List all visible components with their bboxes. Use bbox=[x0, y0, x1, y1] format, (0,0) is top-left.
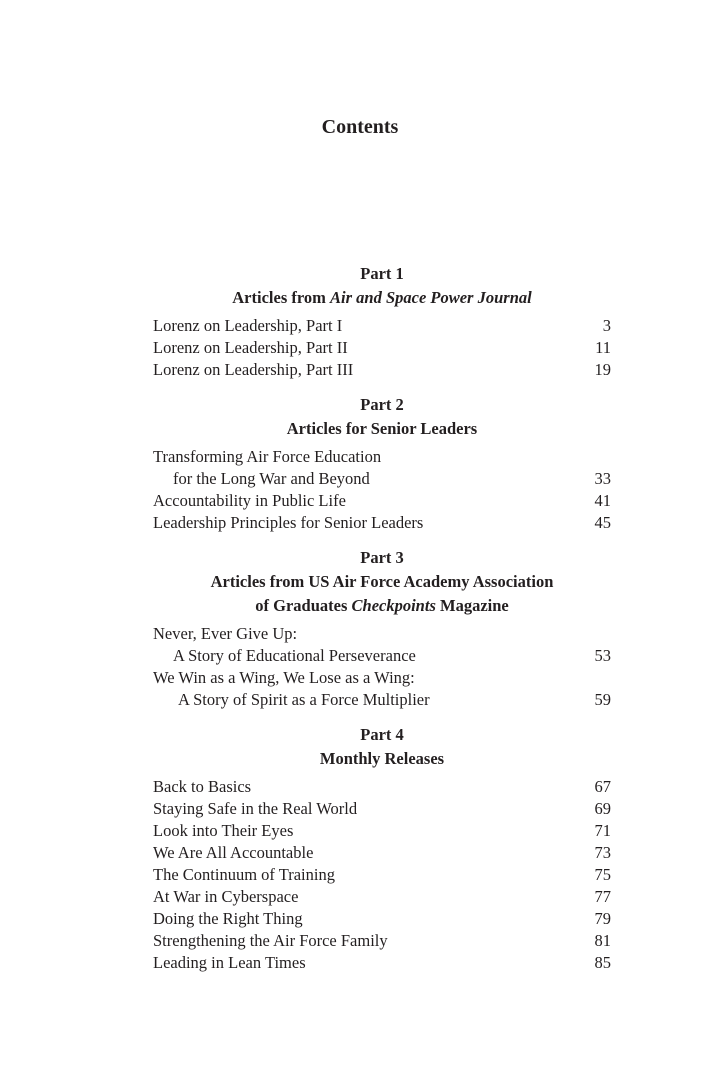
toc-entry[interactable] bbox=[153, 886, 611, 908]
toc-entry[interactable] bbox=[153, 864, 611, 886]
toc-entry[interactable] bbox=[153, 798, 611, 820]
toc-entry[interactable] bbox=[153, 908, 611, 930]
entry-page: 11 bbox=[595, 338, 611, 357]
entry-page: 33 bbox=[594, 469, 611, 488]
toc-entry[interactable] bbox=[153, 315, 611, 337]
entry-page: 45 bbox=[594, 513, 611, 532]
part-heading bbox=[153, 286, 611, 310]
part-1-header bbox=[153, 262, 611, 310]
entry-page: 79 bbox=[594, 909, 611, 928]
part-heading-text: of Graduates bbox=[255, 596, 352, 615]
entry-title: Staying Safe in the Real World bbox=[153, 799, 358, 818]
entry-page: 19 bbox=[594, 360, 611, 379]
part-1 bbox=[153, 262, 611, 381]
entry-title: Strengthening the Air Force Family bbox=[153, 931, 388, 950]
part-heading: Articles for Senior Leaders bbox=[286, 419, 478, 438]
entry-page: 85 bbox=[594, 953, 611, 972]
entry-title-line2: A Story of Spirit as a Force Multiplier bbox=[178, 690, 430, 709]
entry-page: 67 bbox=[594, 777, 611, 796]
entry-title: Doing the Right Thing bbox=[153, 909, 303, 928]
entry-title: Lorenz on Leadership, Part I bbox=[153, 316, 343, 335]
part-3 bbox=[153, 546, 611, 711]
entry-title: Leadership Principles for Senior Leaders bbox=[153, 513, 424, 532]
entry-page: 81 bbox=[594, 931, 611, 950]
part-label: Part 1 bbox=[360, 264, 404, 283]
toc-entry[interactable] bbox=[153, 623, 611, 667]
entry-title-line1: We Win as a Wing, We Lose as a Wing: bbox=[153, 668, 415, 687]
part-heading-text: Magazine bbox=[435, 596, 509, 615]
entry-page: 71 bbox=[594, 821, 611, 840]
part-heading-line2 bbox=[153, 594, 611, 618]
entry-title: Back to Basics bbox=[153, 777, 252, 796]
part-heading-italic: Air and Space Power Journal bbox=[330, 288, 532, 307]
entry-page: 69 bbox=[594, 799, 611, 818]
entry-title: The Continuum of Training bbox=[153, 865, 335, 884]
toc-entry[interactable] bbox=[153, 512, 611, 534]
table-of-contents bbox=[153, 262, 611, 986]
entry-title: At War in Cyberspace bbox=[153, 887, 299, 906]
entry-page: 77 bbox=[594, 887, 611, 906]
part-heading-italic: Checkpoints bbox=[351, 596, 436, 615]
toc-entry[interactable] bbox=[153, 776, 611, 798]
toc-entry[interactable] bbox=[153, 930, 611, 952]
entry-title-line2: A Story of Educational Perseverance bbox=[173, 646, 416, 665]
toc-entry[interactable] bbox=[153, 359, 611, 381]
part-label: Part 4 bbox=[360, 725, 404, 744]
entry-title: Look into Their Eyes bbox=[153, 821, 294, 840]
entry-title: We Are All Accountable bbox=[153, 843, 314, 862]
entry-title: Accountability in Public Life bbox=[153, 491, 346, 510]
toc-entry[interactable] bbox=[153, 842, 611, 864]
toc-entry[interactable] bbox=[153, 667, 611, 711]
part-label: Part 3 bbox=[360, 548, 404, 567]
part-3-header bbox=[153, 546, 611, 618]
entry-title: Lorenz on Leadership, Part III bbox=[153, 360, 354, 379]
entry-page: 53 bbox=[594, 646, 611, 665]
entry-title: Leading in Lean Times bbox=[153, 953, 306, 972]
part-2-header bbox=[153, 393, 611, 441]
entry-page: 3 bbox=[602, 316, 611, 335]
part-2 bbox=[153, 393, 611, 534]
part-heading-text: Articles from bbox=[232, 288, 331, 307]
entry-title-line2: for the Long War and Beyond bbox=[173, 469, 370, 488]
part-heading: Monthly Releases bbox=[319, 749, 445, 768]
entry-title-line1: Transforming Air Force Education bbox=[153, 447, 382, 466]
entry-page: 59 bbox=[594, 690, 611, 709]
toc-entry[interactable] bbox=[153, 490, 611, 512]
entry-page: 75 bbox=[594, 865, 611, 884]
part-4-header bbox=[153, 723, 611, 771]
toc-entry[interactable] bbox=[153, 446, 611, 490]
page-title: Contents bbox=[321, 116, 399, 138]
part-heading-line1: Articles from US Air Force Academy Association bbox=[210, 572, 554, 591]
part-4 bbox=[153, 723, 611, 974]
toc-entry[interactable] bbox=[153, 337, 611, 359]
toc-entry[interactable] bbox=[153, 952, 611, 974]
toc-entry[interactable] bbox=[153, 820, 611, 842]
entry-title: Lorenz on Leadership, Part II bbox=[153, 338, 348, 357]
entry-title-line1: Never, Ever Give Up: bbox=[153, 624, 298, 643]
part-label: Part 2 bbox=[360, 395, 404, 414]
entry-page: 73 bbox=[594, 843, 611, 862]
entry-page: 41 bbox=[594, 491, 611, 510]
